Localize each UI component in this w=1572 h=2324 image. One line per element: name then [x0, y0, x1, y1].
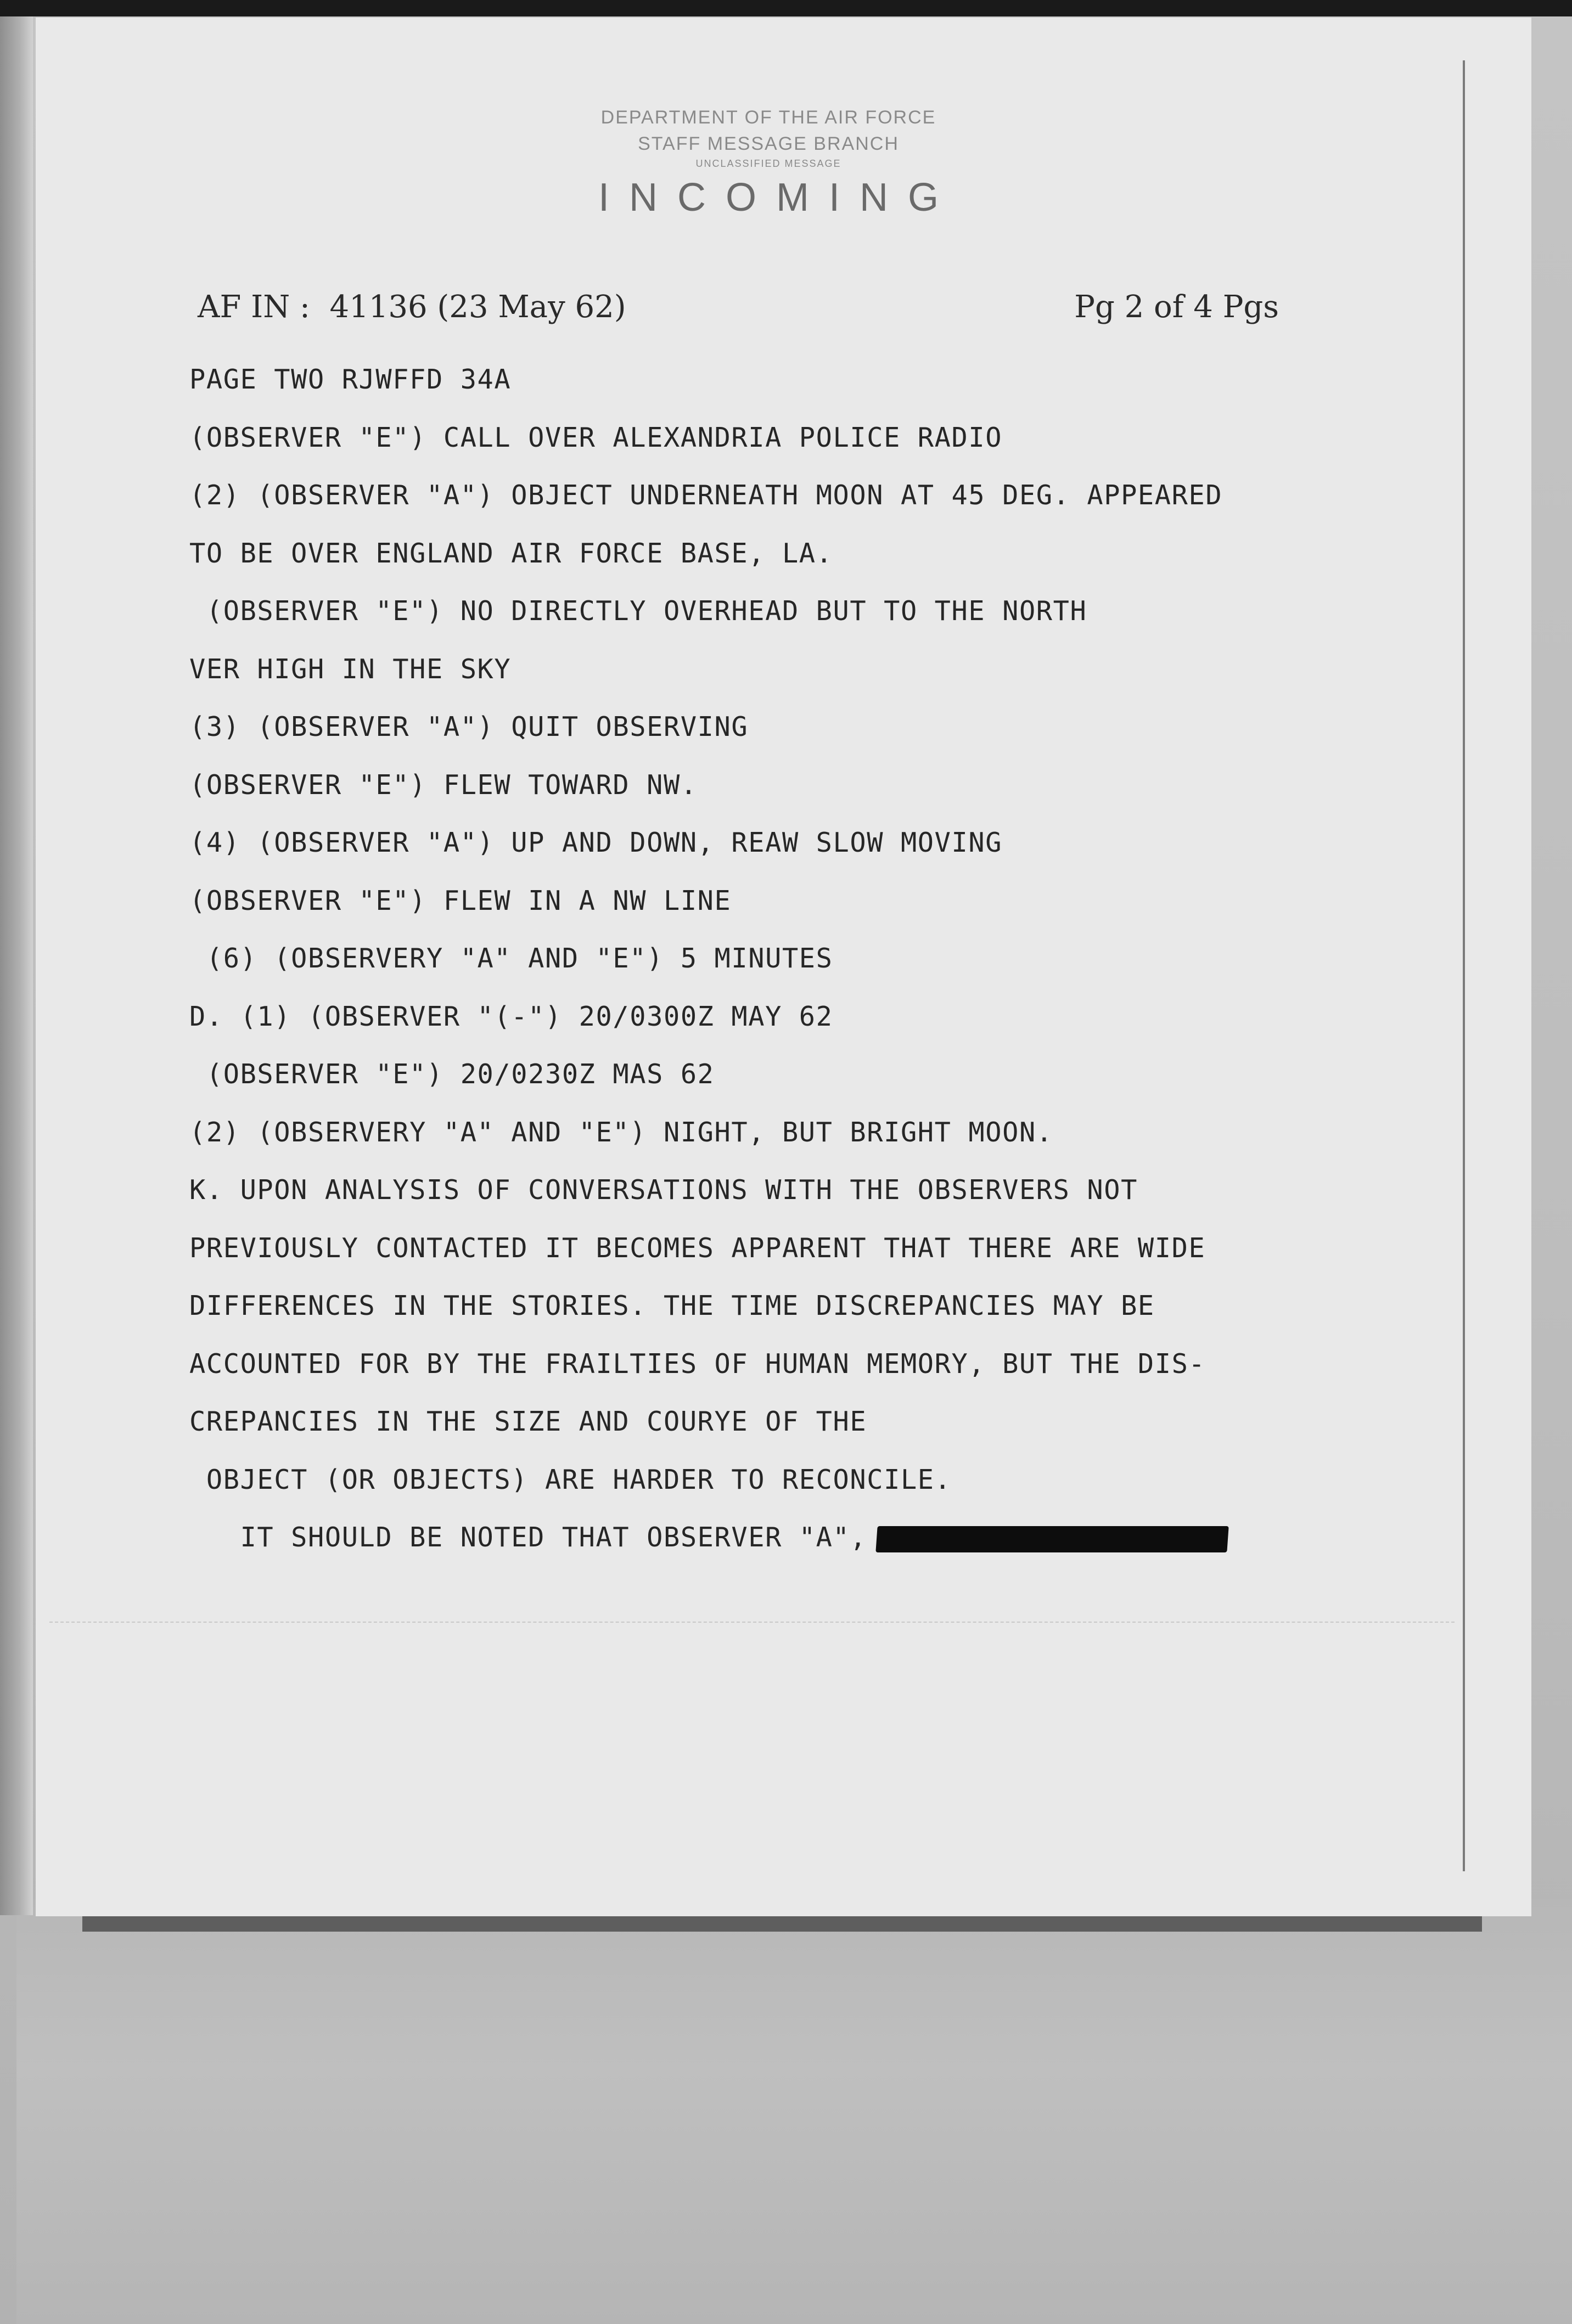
department-name: DEPARTMENT OF THE AIR FORCE: [600, 107, 936, 128]
message-header: [549, 104, 988, 225]
message-line: (2) (OBSERVER "A") OBJECT UNDERNEATH MOON AT 45 DEG. APPEARED: [189, 480, 1223, 511]
incoming-stamp: INCOMING: [598, 176, 958, 220]
classification-label: UNCLASSIFIED MESSAGE: [695, 158, 841, 169]
scan-top-border: [0, 0, 1572, 16]
message-line: (6) (OBSERVERY "A" AND "E") 5 MINUTES: [189, 943, 833, 974]
message-line: (3) (OBSERVER "A") QUIT OBSERVING: [189, 712, 749, 742]
page-count: Pg 2 of 4 Pgs: [1074, 289, 1279, 325]
message-line: CREPANCIES IN THE SIZE AND COURYE OF THE: [189, 1406, 867, 1437]
redaction-bar: [876, 1526, 1229, 1552]
message-line: (OBSERVER "E") FLEW IN A NW LINE: [189, 885, 732, 916]
message-line-text: IT SHOULD BE NOTED THAT OBSERVER "A",: [189, 1522, 867, 1553]
page-right-margin-rule: [1463, 60, 1465, 1871]
message-line: (OBSERVER "E") CALL OVER ALEXANDRIA POLICE RADIO: [189, 422, 1003, 453]
message-line: OBJECT (OR OBJECTS) ARE HARDER TO RECONCILE.: [189, 1464, 952, 1495]
message-line: (OBSERVER "E") NO DIRECTLY OVERHEAD BUT TO THE NORTH: [189, 596, 1087, 627]
scan-left-edge: [0, 16, 33, 1915]
message-line: PAGE TWO RJWFFD 34A: [189, 364, 512, 395]
message-line-redacted: [189, 1509, 1287, 1567]
message-line: DIFFERENCES IN THE STORIES. THE TIME DISCREPANCIES MAY BE: [189, 1291, 1155, 1321]
message-line: (4) (OBSERVER "A") UP AND DOWN, REAW SLOW MOVING: [189, 828, 1003, 858]
af-in-reference: AF IN : 41136 (23 May 62): [198, 289, 626, 325]
message-line: ACCOUNTED FOR BY THE FRAILTIES OF HUMAN MEMORY, BUT THE DIS-: [189, 1348, 1206, 1380]
message-line: (2) (OBSERVERY "A" AND "E") NIGHT, BUT BRIGHT MOON.: [189, 1117, 1053, 1148]
message-line: TO BE OVER ENGLAND AIR FORCE BASE, LA.: [189, 538, 833, 569]
branch-name: STAFF MESSAGE BRANCH: [638, 133, 899, 154]
page-end-rule: [49, 1622, 1455, 1623]
scan-lower-plate: [16, 1899, 1572, 2324]
message-line: D. (1) (OBSERVER "(-") 20/0300Z MAY 62: [189, 1001, 833, 1032]
message-line: PREVIOUSLY CONTACTED IT BECOMES APPARENT THAT THERE ARE WIDE: [189, 1233, 1206, 1264]
message-line: K. UPON ANALYSIS OF CONVERSATIONS WITH THE OBSERVERS NOT: [189, 1175, 1138, 1206]
message-line: (OBSERVER "E") FLEW TOWARD NW.: [189, 769, 698, 801]
message-line: (OBSERVER "E") 20/0230Z MAS 62: [189, 1059, 715, 1090]
message-body: [189, 351, 1287, 1567]
message-line: VER HIGH IN THE SKY: [189, 654, 512, 685]
